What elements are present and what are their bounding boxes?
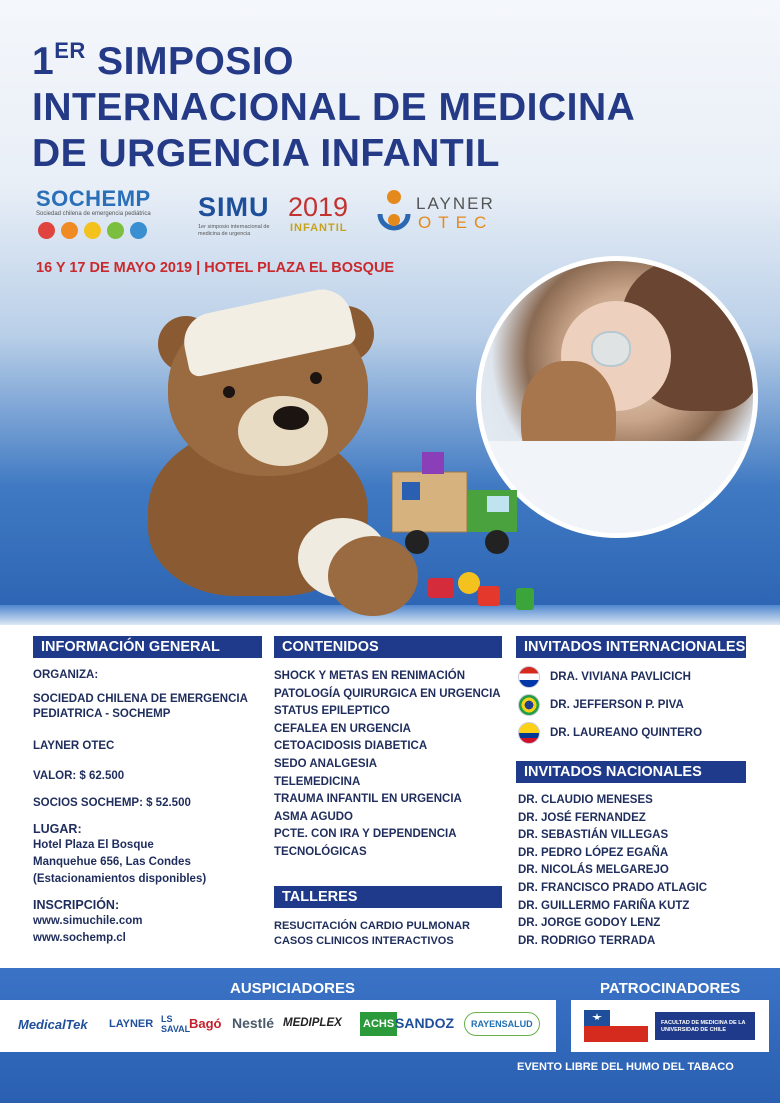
ambulance-icon — [38, 222, 55, 239]
sponsor-logo: Nestlé — [232, 1015, 275, 1031]
sponsor-logo: Bagó — [189, 1016, 222, 1031]
poster: 1ER SIMPOSIO INTERNACIONAL DE MEDICINA DE URGENCIA INFANTIL SOCHEMP Sociedad chilena de emergencia pediátrica SIMU 2019 1er simposio internacional de medicina de urgencia INFANTIL LAYNER OTEC 16 Y 17 DE MAYO 2019 | HOTEL PLAZA EL BOSQUE INFORMACIÓN GENERAL ORGANIZA: SOCIEDAD CHILENA DE EMERGENCIA PEDIATRICA - SOCHEMP LAYNER OTEC VALOR: $ 62.500 SOCIOS SOCHEMP: $ 52.500 LUGAR: Hotel Plaza El Bosque Manquehue 656, Las Condes (Estacionamientos disponibles) INSCRIPCIÓN: www.simuchile.com www.sochemp.cl CONTENIDOS SHOCK Y METAS EN RENIMACIÓN PATOLOGÍA QUIRURGICA EN URGENCIA STATUS EPILEPTICO CEFALEA EN URGENCIA CETOACIDOSIS DIABETICA SEDO ANALGESIA TELEMEDICINA TRAUMA INFANTIL EN URGENCIA ASMA AGUDO PCTE. CON IRA Y DEPENDENCIA TECNOLÓGICAS TALLERES RESUCITACIÓN CARDIO PULMONAR CASOS CLINICOS INTERACTIVOS INVITADOS INTERNACIONALES DRA. VIVIANA PAVLICICH DR. JEFFERSON P. PIVA DR. LAUREANO QUINTERO INVITADOS NACIONALES DR. CLAUDIO MENESES DR. JOSÉ FERNANDEZ DR. SEBASTIÁN VILLEGAS DR. PEDRO LÓPEZ EGAÑA DR. NICOLÁS MELGAREJO DR. FRANCISCO PRADO ATLAGIC DR. GUILLERMO FARIÑA KUTZ DR. JORGE GODOY LENZ DR. RODRIGO TERRADA AUSPICIADORES PATROCINADORES MedicalTek LAYNER LS SAVAL Bagó Nestlé MEDIPLEX ACHS SANDOZ RAYENSALUD FACULTAD DE MEDICINA DE LA UNIVERSIDAD DE CHILE EVENTO LIBRE DEL HUMO DEL TABACO — [0, 0, 780, 1103]
paraguay-flag-icon — [518, 666, 540, 688]
toy-block — [516, 588, 534, 610]
sponsor-logo: LS SAVAL — [161, 1014, 191, 1034]
list-item: SHOCK Y METAS EN RENIMACIÓN — [274, 670, 466, 682]
toy-block — [478, 586, 500, 606]
oxygen-mask-icon — [591, 331, 631, 367]
brazil-flag-icon — [518, 694, 540, 716]
international-guests-list — [516, 663, 702, 747]
footer-note: EVENTO LIBRE DEL HUMO DEL TABACO — [517, 1061, 734, 1073]
contents-heading: CONTENIDOS — [274, 636, 502, 658]
list-item: DRA. VIVIANA PAVLICICH — [516, 663, 702, 691]
international-guests-heading: INVITADOS INTERNACIONALES — [516, 636, 746, 658]
page-title: 1ER SIMPOSIO INTERNACIONAL DE MEDICINA DE URGENCIA INFANTIL — [32, 38, 636, 175]
organiza-label: ORGANIZA: — [33, 669, 99, 681]
list-item: PATOLOGÍA QUIRURGICA EN URGENCIA — [274, 687, 501, 700]
sponsor-logo: MedicalTek — [18, 1017, 88, 1032]
list-item: DR. RODRIGO TERRADA — [518, 934, 656, 947]
website-link[interactable]: www.sochemp.cl — [33, 932, 126, 944]
chile-ministry-logo-icon — [584, 1010, 648, 1042]
list-item: CASOS CLINICOS INTERACTIVOS — [274, 935, 454, 947]
sponsor-logo: RAYENSALUD — [464, 1012, 540, 1036]
national-guests-list — [518, 792, 707, 950]
list-item: DR. LAUREANO QUINTERO — [516, 719, 702, 747]
list-item: DR. JOSÉ FERNANDEZ — [518, 811, 646, 824]
list-item: DR. FRANCISCO PRADO ATLAGIC — [518, 881, 708, 894]
list-item: PCTE. CON IRA Y DEPENDENCIA — [274, 828, 457, 841]
list-item: TECNOLÓGICAS — [274, 845, 367, 858]
child-icon — [84, 222, 101, 239]
toy-block — [428, 578, 454, 598]
list-item: DR. PEDRO LÓPEZ EGAÑA — [518, 846, 669, 859]
simu-logo: SIMU — [198, 192, 270, 222]
sponsor-logo: SANDOZ — [395, 1015, 455, 1031]
sochemp-logo: SOCHEMP — [36, 186, 151, 211]
sochemp-icons — [38, 222, 147, 239]
list-item: ASMA AGUDO — [274, 810, 354, 823]
list-item: DR. JORGE GODOY LENZ — [518, 917, 661, 930]
colombia-flag-icon — [518, 722, 540, 744]
sponsor-logo: MEDIPLEX — [283, 1017, 342, 1029]
list-item: TRAUMA INFANTIL EN URGENCIA — [274, 793, 462, 806]
contents-list — [274, 668, 501, 862]
website-link[interactable]: www.simuchile.com — [33, 915, 143, 927]
event-date: 16 Y 17 DE MAYO 2019 | HOTEL PLAZA EL BOSQUE — [36, 260, 395, 276]
stethoscope-icon — [107, 222, 124, 239]
bandage-icon — [130, 222, 147, 239]
workshops-heading: TALLERES — [274, 886, 502, 908]
list-item: DR. JEFFERSON P. PIVA — [516, 691, 702, 719]
list-item: DR. SEBASTIÁN VILLEGAS — [518, 829, 669, 842]
teddy-bear-illustration — [88, 286, 448, 616]
list-item: SEDO ANALGESIA — [274, 757, 378, 770]
list-item: DR. GUILLERMO FARIÑA KUTZ — [518, 899, 690, 912]
list-item: STATUS EPILEPTICO — [274, 705, 390, 718]
patrons-heading: PATROCINADORES — [600, 980, 741, 997]
faculty-logo: FACULTAD DE MEDICINA DE LA UNIVERSIDAD DE CHILE — [655, 1012, 755, 1040]
toy-truck-icon — [392, 452, 532, 562]
organizer-logos: SOCHEMP Sociedad chilena de emergencia pediátrica SIMU 2019 1er simposio internacional de medicina de urgencia INFANTIL LAYNER OTEC — [34, 186, 514, 246]
sponsor-logo: ACHS — [360, 1012, 397, 1036]
heart-icon — [61, 222, 78, 239]
national-guests-heading: INVITADOS NACIONALES — [516, 761, 746, 783]
list-item: DR. NICOLÁS MELGAREJO — [518, 864, 669, 877]
list-item: DR. CLAUDIO MENESES — [518, 794, 653, 806]
list-item: CETOACIDOSIS DIABETICA — [274, 740, 428, 753]
list-item: CEFALEA EN URGENCIA — [274, 722, 411, 735]
member-price: SOCIOS SOCHEMP: $ 52.500 — [33, 797, 191, 809]
list-item: TELEMEDICINA — [274, 775, 361, 788]
workshops-list — [274, 919, 470, 949]
toy-block — [458, 572, 480, 594]
sponsors-heading: AUSPICIADORES — [230, 980, 356, 997]
layner-logo-icon — [376, 188, 412, 240]
sponsor-logo: LAYNER — [109, 1018, 154, 1030]
list-item: RESUCITACIÓN CARDIO PULMONAR — [274, 920, 470, 932]
price: VALOR: $ 62.500 — [33, 770, 125, 782]
general-info-heading: INFORMACIÓN GENERAL — [33, 636, 262, 658]
